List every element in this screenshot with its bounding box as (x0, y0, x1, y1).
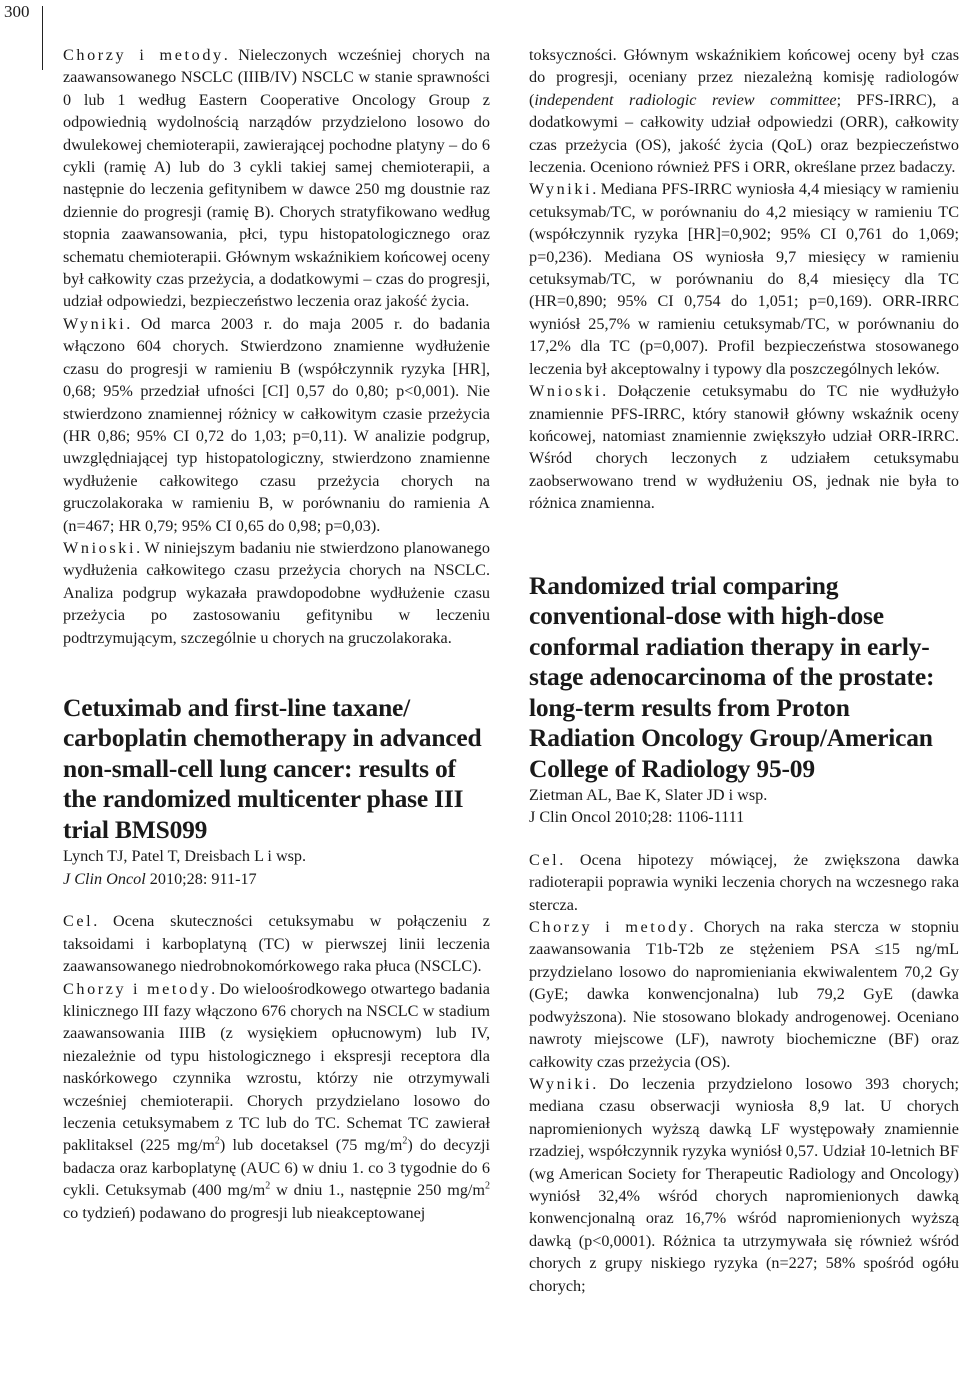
section-spacer (63, 649, 490, 693)
committee-name: independent radiologic review committee (534, 90, 837, 109)
conclusions-heading-2: Wnioski . (529, 382, 606, 400)
methods-paragraph-2 (63, 978, 490, 1224)
methods-text-1: Nieleczonych wcześniej chorych na zaawansowanego NSCLC (IIIB/IV) NSCLC w stanie sprawności 0 lub 1 według Eastern Cooperative Oncology Group z odpowiednią wydolnością narządów przydzielono losowo do dwulekowej chemioterapii, zawierającej pochodne platyny – do 6 cykli (ramię A) lub do 3 cykli takiej samej chemioterapii, a następnie do leczenia gefitynibem w dawce 250 mg doustnie raz dziennie do progresji (ramię B). Chorych stratyfikowano według stopnia zaawansowania, płci, typu histopatologicznego oraz schematu chemioterapii. Głównym wskaźnikiem końcowej oceny był całkowity czas przeżycia, a dodatkowymi – czas do progresji, udział odpowiedzi, bezpieczeństwo leczenia oraz jakość życia. (63, 46, 490, 311)
continuation-text: toksyczności. Głównym wskaźnikiem końcowej oceny był czas do progresji, oceniany przez niezależną komisję radiologów (independent radiologic review committee; PFS-IRRC), a dodatkowymi – całkowity udział odpowiedzi (ORR), całkowity czas przeżycia (OS), jakość życia (QoL) oraz bezpieczeństwo leczenia. Oceniono również PFS i ORR, określane przez badaczy. (529, 46, 959, 177)
results-text-3: Do leczenia przydzielono losowo 393 chorych; mediana czasu obserwacji wyniosła 8,9 lat. U chorych napromienionych wyższą dawką LF występowały znamiennie rzadziej, współczynnik ryzyka wyniósł 0,57. Udział 10-letnich BF (wg American Society for Therapeutic Radiology and Oncology) wyniósł 32,4% wśród chorych napromienionych dawką konwencjonalną oraz 16,7% wśród napromienionych wyższą dawką (p<0,0001). Różnica ta utrzymywała się również wśród chorych z grupy niskiego ryzyka (n=227; 58% spośród ogółu chorych; (529, 1074, 959, 1295)
methods-text-2e: co tydzień) podawano do progresji lub nieakceptowanej (63, 1203, 426, 1222)
methods-text-3: Chorych na raka stercza w stopniu zaawansowania T1b-T2b ze stężeniem PSA ≤15 ng/mL przydzielano losowo do napromieniania ekwiwalentem 70,2 Gy (GyE; dawka konwencjonalna) lub 79,2 GyE (dawka podwyższona). Nie stosowano blokady androgenowej. Oceniano nawroty miejscowe (LF), nawroty biochemiczne (BF) oraz całkowity czas przeżycia (OS). (529, 918, 959, 1071)
aim-heading-2: Cel . (63, 912, 97, 930)
article-2-title: Cetuximab and first-line taxane/ carboplatin chemotherapy in advanced non-small-cell lung cancer: results of the randomized multicenter phase III trial BMS099 (63, 692, 482, 844)
superscript: 2 (485, 1180, 490, 1192)
methods-paragraph-3 (529, 916, 959, 1073)
article-2-authors: Lynch TJ, Patel T, Dreisbach L i wsp. (63, 847, 307, 866)
article-3-citation: J Clin Oncol 2010;28: 1106-1111 (529, 808, 745, 827)
article-3-authors: Zietman AL, Bae K, Slater JD i wsp. (529, 786, 768, 805)
page-number: 300 (4, 2, 30, 21)
aim-paragraph-2 (63, 910, 490, 977)
superscript: 2 (214, 1135, 220, 1147)
results-heading-3: Wyniki . (529, 1075, 596, 1093)
results-paragraph-1 (63, 313, 490, 537)
conclusions-paragraph-1 (63, 537, 490, 649)
results-heading-1: Wyniki . (63, 315, 130, 333)
article-2-journal: J Clin Oncol (63, 869, 146, 888)
results-paragraph-2 (529, 178, 959, 380)
conclusions-text-2: Dołączenie cetuksymabu do TC nie wydłużyło znamiennie PFS-IRRC, który stanowił główny wskaźnik oceny końcowej, natomiast znamiennie zwiększyło udział ORR-IRRC. Wśród chorych leczonych z udziałem cetuksymabu zaobserwowano trend w wydłużeniu OS, jednak nie była to różnica znamienna. (529, 382, 959, 513)
section-spacer (529, 515, 959, 571)
section-spacer (529, 829, 959, 849)
continuation-paragraph (529, 44, 959, 178)
aim-text-2: Ocena skuteczności cetuksymabu w połączeniu z taksoidami i karboplatyną (TC) w pierwszej linii leczenia zaawansowanego niedrobnokomórkowego raka płuca (NSCLC). (63, 912, 490, 976)
methods-heading-2: Chorzy i metody . (63, 980, 215, 998)
methods-paragraph-1 (63, 44, 490, 313)
results-text-2: Mediana PFS-IRRC wyniosła 4,4 miesiący w ramieniu cetuksymab/TC, w porównaniu do 4,2 miesiący w ramieniu TC (współczynnik ryzyka [HR]=0,902; 95% CI 0,761 do 1,069; p=0,236). Mediana OS wyniosła 9,7 miesięcy w ramieniu cetuksymab/TC, w porównaniu do 8,4 miesięcy dla TC (HR=0,890; 95% CI 0,754 do 1,051; p=0,169). ORR-IRRC wyniósł 25,7% w ramieniu cetuksymab/TC, w porównaniu do 17,2% dla TC (p=0,007). Profil bezpieczeństwa stosowanego leczenia był akceptowalny i typowy dla poszczególnych leków. (529, 180, 959, 378)
aim-heading-3: Cel . (529, 851, 563, 869)
results-heading-2: Wyniki . (529, 180, 596, 198)
page-number-rule (42, 6, 43, 70)
conclusions-heading-1: Wnioski . (63, 539, 140, 557)
methods-text-2b: ) lub docetaksel (75 mg/m (219, 1136, 403, 1155)
results-text-1: Od marca 2003 r. do maja 2005 r. do badania włączono 604 chorych. Stwierdzono znamienne wydłużenie czasu do progresji w ramieniu B (współczynnik ryzyka [HR], 0,68; 95% przedział ufności [CI] 0,57 do 0,80; p<0,001). Nie stwierdzono znamiennej różnicy w całkowitym czasie przeżycia (HR 0,86; 95% CI 0,72 do 1,03; p=0,11). W analizie podgrup, uwzględniającej typ histopatologiczny, stwierdzono znamienne wydłużenie całkowitego czasu przeżycia chorych na gruczolakoraka w ramieniu B, w porównaniu do ramienia A (n=467; HR 0,79; 95% CI 0,65 do 0,98; p=0,03). (63, 314, 490, 535)
section-spacer (63, 890, 490, 910)
methods-heading-3: Chorzy i metody . (529, 918, 694, 936)
results-paragraph-3 (529, 1073, 959, 1297)
aim-paragraph-3 (529, 849, 959, 916)
aim-text-3: Ocena hipotezy mówiącej, że zwiększona dawka radioterapii poprawia wyniki leczenia chorych na wczesnego raka stercza. (529, 850, 959, 914)
superscript: 2 (402, 1135, 408, 1147)
methods-text-2c: ) do decyzji badacza oraz karboplatynę (AUC 6) w dniu 1. co 3 tygodnie do 6 cykli. Cetuksymab (400 mg/m (63, 1136, 490, 1200)
superscript: 2 (265, 1180, 271, 1192)
conclusions-text-1: W niniejszym badaniu nie stwierdzono planowanego wydłużenia całkowitego czasu przeżycia chorych na NSCLC. Analiza podgrup wykazała prawdopodobne wydłużenie czasu przeżycia po zastosowaniu gefitynibu w leczeniu podtrzymującym, szczególnie u chorych na gruczolakoraka. (63, 538, 490, 647)
conclusions-paragraph-2 (529, 380, 959, 514)
methods-text-2a: Do wieloośrodkowego otwartego badania klinicznego III fazy włączono 676 chorych na NSCLC w stadium zaawansowania IIIB (z wysiękiem opłucnowym) lub IV, niezależnie od typu histologicznego i ekspresji receptora dla naskórkowego czynnika wzrostu, którzy nie otrzymywali wcześniej chemioterapii. Chorych przydzielano losowo do leczenia cetuksymabem z TC lub do TC. Schemat TC zawierał paklitaksel (225 mg/m (63, 979, 490, 1155)
right-column (529, 44, 959, 1389)
article-3-title: Randomized trial comparing conventional-dose with high-dose conformal radiation therapy in early-stage adenocarcinoma of the prostate: long-term results from Proton Radiation Oncology Group/American College of Radiology 95-09 (529, 570, 935, 783)
article-2-citation-rest: 2010;28: 911-17 (145, 869, 257, 888)
left-column (63, 44, 490, 1389)
methods-text-2d: w dniu 1., następnie 250 mg/m (270, 1181, 485, 1200)
methods-heading-1: Chorzy i metody . (63, 46, 228, 64)
article-2-citation (63, 868, 490, 890)
